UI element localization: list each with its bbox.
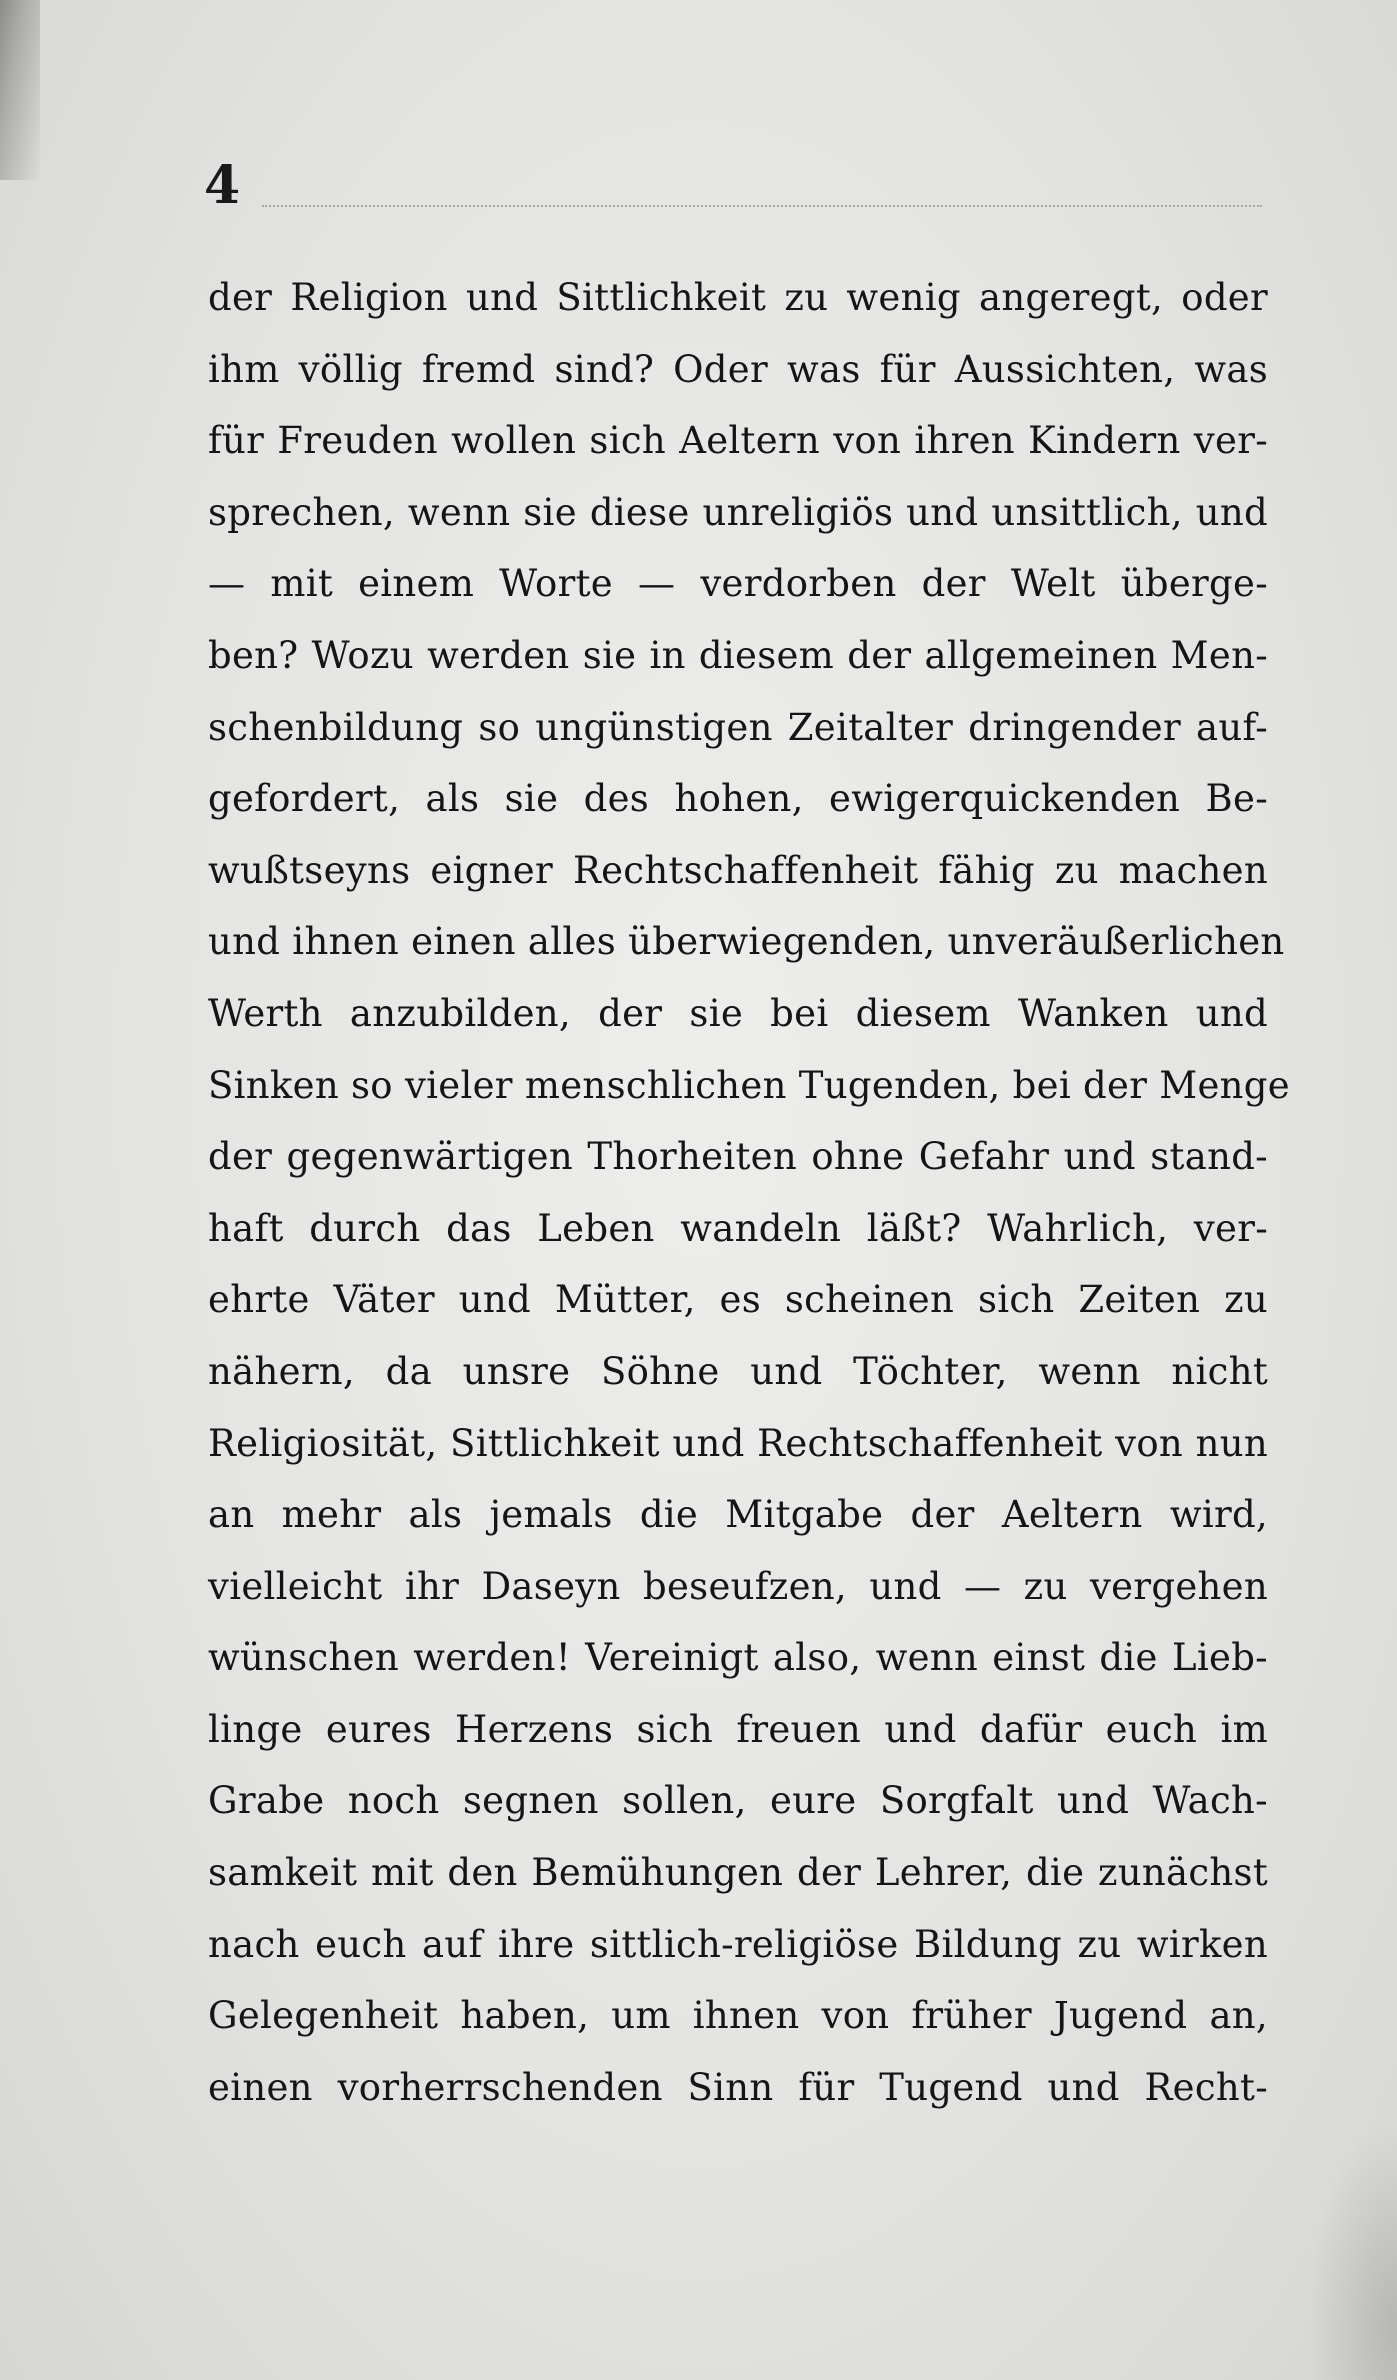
text-line: gefordert, als sie des hohen, ewigerquickenden Be- (208, 777, 1268, 821)
page-edge-shadow (0, 0, 40, 180)
text-line: Religiosität, Sittlichkeit und Rechtschaffenheit von nun (208, 1421, 1268, 1465)
header-rule (262, 205, 1262, 207)
text-line: an mehr als jemals die Mitgabe der Aeltern wird, (208, 1493, 1268, 1537)
page-number: 4 (204, 155, 241, 216)
text-line: Sinken so vieler menschlichen Tugenden, bei der Menge (208, 1063, 1290, 1107)
text-line: nach euch auf ihre sittlich-religiöse Bildung zu wirken (208, 1922, 1268, 1966)
text-line: wußtseyns eigner Rechtschaffenheit fähig zu machen (208, 848, 1268, 892)
text-line: einen vorherrschenden Sinn für Tugend und Recht- (208, 2065, 1268, 2109)
text-line: — mit einem Worte — verdorben der Welt überge- (208, 562, 1268, 606)
text-line: Grabe noch segnen sollen, eure Sorgfalt und Wach- (208, 1779, 1268, 1823)
text-line: schenbildung so ungünstigen Zeitalter dringender auf- (208, 705, 1268, 749)
text-line: Gelegenheit haben, um ihnen von früher Jugend an, (208, 1994, 1268, 2038)
text-line: der Religion und Sittlichkeit zu wenig angeregt, oder (208, 276, 1268, 319)
page-corner-shadow (1307, 2120, 1397, 2380)
text-line: sprechen, wenn sie diese unreligiös und unsittlich, und (208, 490, 1268, 534)
text-line: ihm völlig fremd sind? Oder was für Aussichten, was (208, 347, 1268, 391)
text-line: wünschen werden! Vereinigt also, wenn einst die Lieb- (208, 1636, 1268, 1680)
text-line: und ihnen einen alles überwiegenden, unveräußerlichen (208, 920, 1285, 964)
text-line: linge eures Herzens sich freuen und dafür euch im (208, 1707, 1268, 1751)
text-line: samkeit mit den Bemühungen der Lehrer, die zunächst (208, 1851, 1268, 1895)
text-line: ben? Wozu werden sie in diesem der allgemeinen Men- (208, 633, 1268, 677)
text-line: Werth anzubilden, der sie bei diesem Wanken und (208, 991, 1268, 1035)
text-line: ehrte Väter und Mütter, es scheinen sich Zeiten zu (208, 1278, 1268, 1322)
body-text (208, 262, 1290, 2123)
text-line: für Freuden wollen sich Aeltern von ihren Kindern ver- (208, 419, 1268, 463)
text-line: nähern, da unsre Söhne und Töchter, wenn nicht (208, 1349, 1268, 1393)
text-line: haft durch das Leben wandeln läßt? Wahrlich, ver- (208, 1206, 1268, 1250)
text-line: der gegenwärtigen Thorheiten ohne Gefahr und stand- (208, 1135, 1268, 1179)
text-line: vielleicht ihr Daseyn beseufzen, und — zu vergehen (208, 1564, 1268, 1608)
